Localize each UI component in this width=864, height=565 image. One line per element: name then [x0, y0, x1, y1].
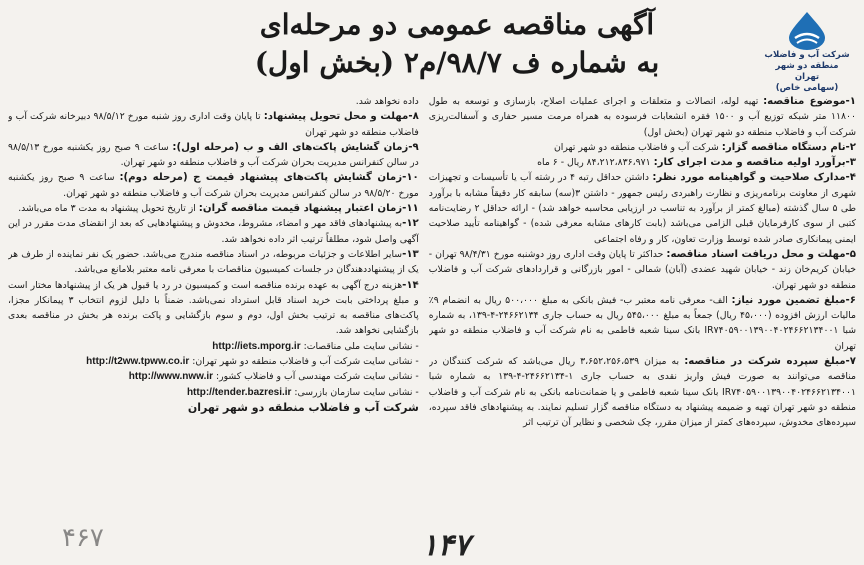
section-heading: ۱۲-: [402, 218, 419, 230]
link-row: [8, 369, 419, 384]
section-heading: ۱۳-: [402, 248, 419, 260]
section-item: [8, 94, 419, 109]
section-heading: ۱۱-زمان اعتبار پیشنهاد قیمت مناقصه گران:: [198, 203, 419, 215]
section-heading: ۲-نام دستگاه مناقصه گزار:: [721, 141, 856, 153]
link-label: - نشانی سایت شرکت مهندسی آب و فاضلاب کشور:: [215, 371, 419, 383]
stamp-number: ۴۶۷: [62, 523, 104, 553]
section-text: ۸۴،۲۱۲،۸۳۶،۹۷۱ ریال - ۶ ماه: [537, 157, 651, 169]
link-label: - نشانی سایت شرکت آب و فاضلاب منطقه دو شهر تهران:: [192, 356, 419, 368]
link-url[interactable]: http://t2ww.tpww.co.ir: [86, 356, 190, 368]
section-item: [429, 293, 856, 354]
water-drop-logo-icon: [781, 10, 833, 50]
section-item: [429, 140, 856, 155]
handwritten-number: ۱۴۷: [421, 528, 470, 563]
section-item: [8, 170, 419, 201]
header: [8, 6, 856, 94]
section-text: داشتن حداقل رتبه ۴ در رشته آب یا تأسیسات و تجهیزات شهری از معاونت برنامه‌ریزی و نظارت راهبردی رئیس جمهور - داشتن ۳(سه) سابقه کار دقیقاً مشابه با برآورد طی ۵ سال گذشته (مبالغ کمتر از برآورد به تناسب در ارزیابی محاسبه خواهد شد) - ارائه حداقل ۲ رضایت‌نامه کتبی از سوی کارفرمایان قبلی الزامی می‌باشد (بابت کارهای مشابه معرفی شده) - گواهینامه تأیید صلاحیت ایمنی پیمانکاری صادر شده توسط وزارت تعاون، کار و رفاه اجتماعی: [428, 172, 856, 245]
link-row: [8, 354, 419, 369]
section-heading: ۴-مدارک صلاحیت و گواهینامه مورد نظر:: [652, 172, 856, 184]
page-title: آگهی مناقصه عمومی دو مرحله‌ای: [259, 8, 655, 41]
section-item: [8, 109, 419, 140]
section-text: داده نخواهد شد.: [355, 96, 419, 107]
section-item: [8, 216, 419, 247]
section-heading: ۱۰-زمان گشایش پاکت‌های پیشنهاد قیمت ج (مرحله دوم):: [119, 172, 419, 184]
section-item: [429, 155, 856, 170]
section-text: از تاریخ تحویل پیشنهاد به مدت ۳ ماه می‌باشد.: [18, 203, 196, 215]
section-heading: ۱۴-: [402, 279, 419, 291]
section-text: تا پایان وقت اداری روز شنبه مورخ ۹۸/۵/۱۲ دبیرخانه شرکت آب و فاضلاب منطقه دو شهر تهران: [8, 111, 419, 138]
section-item: [8, 278, 419, 339]
link-url[interactable]: http://tender.bazresi.ir: [186, 386, 292, 398]
link-url[interactable]: http://iets.mporg.ir: [212, 340, 301, 352]
logo-line-2: منطقه دو شهر تهران: [775, 61, 839, 82]
section-text: ساعت ۹ صبح روز یکشنبه مورخ ۹۸/۵/۱۳ در سالن کنفرانس مدیریت بحران شرکت آب و فاضلاب منطقه دو شهر تهران.: [8, 141, 419, 169]
section-text: تهیه لوله، اتصالات و متعلقات و اجرای عملیات اصلاح، بازسازی و توسعه به طول ۱۱۸۰۰ متر شبکه توزیع آب و ۱۵۰۰ فقره انشعابات فرسوده به همراه مرمت مسیر حفاری و آسفالت‌ریزی شرکت آب و فاضلاب منطقه دو شهر تهران (بخش اول): [428, 96, 856, 138]
section-text: به پیشنهادهای فاقد مهر و امضاء، مشروط، مخدوش و پیشنهادهایی که بعد از انقضای مدت مقرر در این آگهی واصل شود، مطلقاً ترتیب اثر داده نخواهد شد.: [8, 218, 419, 245]
link-row: [8, 385, 419, 400]
link-url[interactable]: http://www.nww.ir: [128, 371, 214, 383]
section-item: [8, 201, 419, 216]
page-subtitle: به شماره ف ۹۸/۷/م۲ (بخش اول): [254, 46, 660, 79]
logo-line-1: شرکت آب و فاضلاب: [764, 50, 850, 60]
section-text: به میزان ۳،۶۵۲،۲۵۶،۵۳۹ ریال می‌باشد که شرکت کنندگان در مناقصه می‌توانند به صورت فیش واریز نقدی به حساب جاری ۱-۲۴۶۶۲۱۳۴-۴-۱۳۹ به شماره شبا IR۷۴۰۵۹۰۰۱۳۹۰۰۴۰۲۴۶۶۲۱۳۴۰۰۱ بانک سینا شعبه فاطمی و یا ضمانت‌نامه بانکی به نام شرکت آب و فاضلاب منطقه دو شهر تهران تهیه و ضمیمه پیشنهاد به دستگاه مناقصه گزار تسلیم نمایند. به پیشنهادهای فاقد سپرده، سپرده‌های مخدوش، سپرده‌های کمتر از میزان مقرر، چک شخصی و نظایر آن ترتیب اثر: [428, 356, 856, 429]
section-item: [429, 247, 856, 293]
section-heading: ۳-برآورد اولیه مناقصه و مدت اجرای کار:: [653, 157, 856, 169]
section-heading: ۹-زمان گشایش پاکت‌های الف و ب (مرحله اول):: [172, 141, 419, 153]
section-text: هزینه درج آگهی به عهده برنده مناقصه است و کمیسیون در رد یا قبول هر یک از پیشنهادها مختار است و مبلغ پرداختی بابت خرید اسناد قابل استرداد نمی‌باشد. ضمناً با دلیل لزوم انتخاب ۳ پیمانکار مجزا، پاکت‌های مناقصه به ترتیب بخش اول، دوم و سوم بازگشایی و پاکت برنده هر بخش در مناقصه بعدی بازگشایی نخواهد شد.: [8, 279, 419, 337]
section-item: [429, 354, 856, 430]
section-item: [8, 247, 419, 278]
section-text: حداکثر تا پایان وقت اداری روز دوشنبه مورخ ۹۸/۴/۳۱ تهران - خیابان کریم‌خان زند - خیابان شهید عضدی (آبان) شمالی - امور بازرگانی و قراردادهای شرکت آب و فاضلاب منطقه دو شهر تهران.: [428, 248, 856, 291]
link-label: - نشانی سایت ملی مناقصات:: [303, 340, 419, 352]
section-text: ساعت ۹ صبح روز یکشنبه مورخ ۹۸/۵/۲۰ در سالن کنفرانس مدیریت بحران شرکت آب و فاضلاب منطقه دو شهر تهران.: [8, 172, 419, 199]
section-text: شرکت آب و فاضلاب منطقه دو شهر تهران: [553, 141, 719, 153]
section-heading: ۵-مهلت و محل دریافت اسناد مناقصه:: [666, 248, 856, 260]
link-row: [8, 339, 419, 354]
logo-line-3: (سهامی خاص): [775, 83, 839, 93]
right-column: [429, 94, 856, 559]
section-item: [429, 170, 856, 246]
signature: شرکت آب و فاضلاب منطقه دو شهر تهران: [187, 400, 419, 414]
section-heading: ۱-موضوع مناقصه:: [763, 96, 856, 107]
section-text: الف- معرفی نامه معتبر ب- فیش بانکی به مبلغ ۵۰۰،۰۰۰ ریال به انضمام ۹٪ مالیات ارزش افزوده (۴۵،۰۰۰ ریال) جمعاً به مبلغ ۵۴۵،۰۰۰ ریال به حساب جاری ۲۴۶۶۲۱۳۴-۴-۱۳۹، به شماره شبا IR۷۴۰۵۹۰۰۱۳۹۰۰۴۰۲۴۶۶۲۱۳۴۰۰۱ بانک سینا شعبه فاطمی به نام شرکت آب و فاضلاب منطقه دو شهر تهران: [428, 294, 856, 352]
company-logo: [764, 10, 850, 94]
section-heading: ۸-مهلت و محل تحویل پیشنهاد:: [263, 111, 419, 123]
section-text: سایر اطلاعات و جزئیات مربوطه، در اسناد مناقصه مندرج می‌باشد. حضور یک نفر نماینده از طرف هر یک از پیشنهاددهندگان در جلسات کمیسیون مناقصات با معرفی نامه معتبر بلامانع می‌باشد.: [8, 248, 419, 276]
section-heading: ۷-مبلغ سپرده شرکت در مناقصه:: [684, 356, 856, 368]
section-heading: ۶-مبلغ تضمین مورد نیاز:: [731, 294, 856, 306]
left-column: [8, 94, 419, 559]
link-label: - نشانی سایت سازمان بازرسی:: [294, 386, 419, 398]
section-item: [429, 94, 856, 140]
title-block: [158, 6, 756, 82]
body-columns: [8, 94, 856, 563]
section-item: [8, 140, 419, 171]
